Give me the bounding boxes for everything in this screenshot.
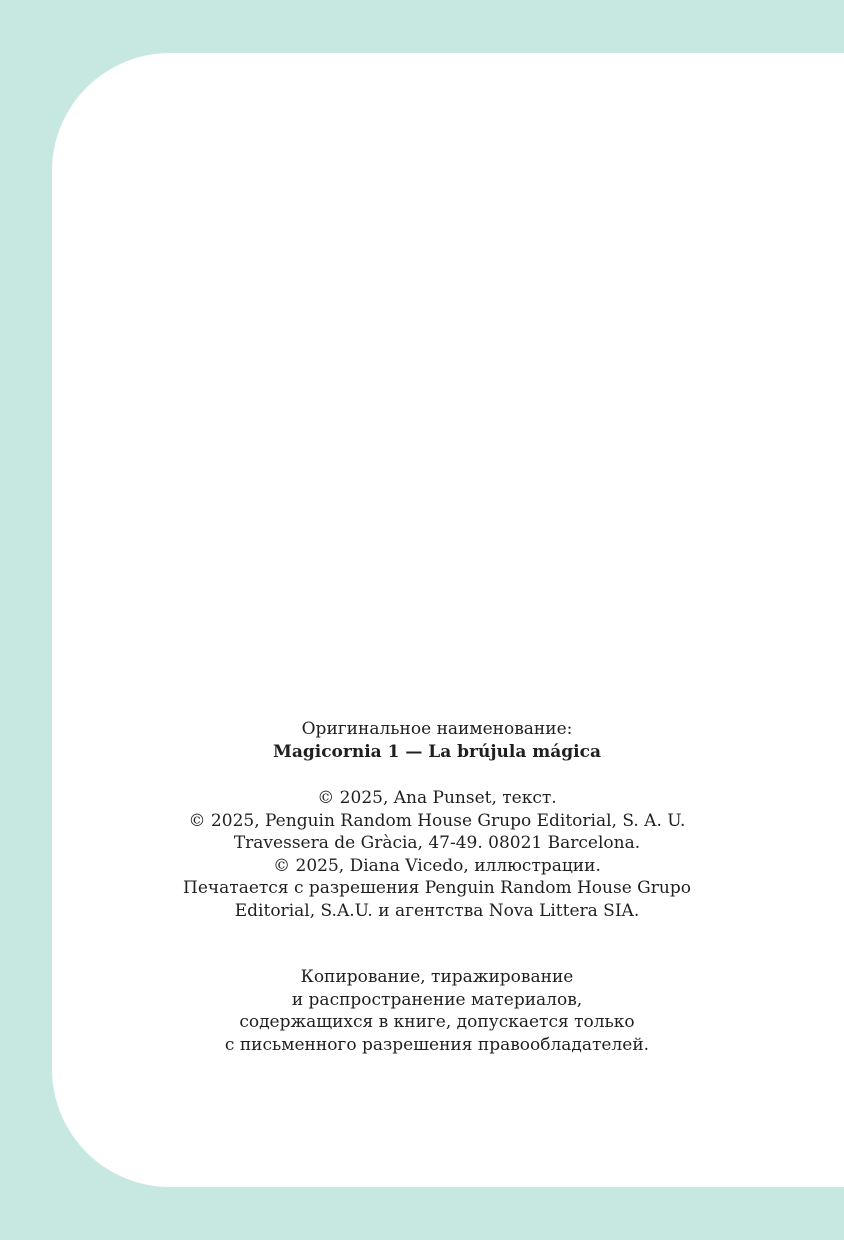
copyright-line: © 2025, Ana Punset, текст. bbox=[317, 788, 557, 808]
copyright-block bbox=[52, 787, 822, 922]
notice-line: и распространение материалов, bbox=[291, 989, 583, 1010]
copyright-line: Печатается с разрешения Penguin Random House Grupo bbox=[183, 878, 691, 898]
copyright-line: © 2025, Diana Vicedo, иллюстрации. bbox=[273, 855, 601, 876]
notice-line: содержащихся в книге, допускается только bbox=[239, 1012, 635, 1032]
copyright-line: © 2025, Penguin Random House Grupo Editorial, S. A. U. bbox=[188, 810, 686, 831]
original-title-label: Оригинальное наименование: bbox=[301, 719, 573, 739]
original-title: Magicornia 1 — La brújula mágica bbox=[273, 741, 601, 762]
notice-line: с письменного разрешения правообладателей. bbox=[224, 1034, 650, 1055]
original-title-block bbox=[52, 718, 822, 763]
copyright-line: Travessera de Gràcia, 47-49. 08021 Barcelona. bbox=[233, 833, 641, 853]
notice-line: Копирование, тиражирование bbox=[300, 967, 574, 987]
copyright-line: Editorial, S.A.U. и агентства Nova Littera SIA. bbox=[234, 900, 640, 921]
copy-notice-block bbox=[52, 966, 822, 1056]
